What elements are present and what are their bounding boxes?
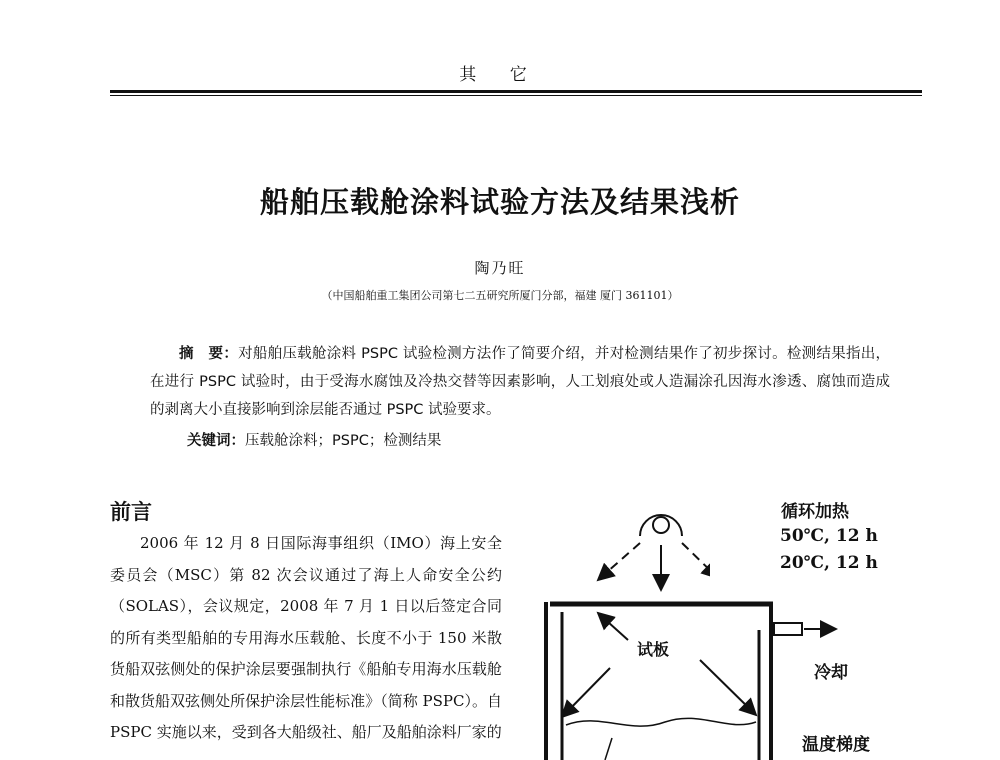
water-surface	[566, 718, 756, 726]
running-header: 其 它	[459, 65, 541, 85]
heat-ray-left	[598, 543, 640, 580]
heating-condition-1: 50℃, 12 h	[780, 526, 878, 546]
heat-ray-right	[682, 543, 710, 578]
abstract	[150, 340, 890, 424]
paper-title: 船舶压载舱涂料试验方法及结果浅析	[259, 185, 740, 219]
abstract-label: 摘 要：	[179, 346, 239, 362]
panel-label: 试板	[637, 640, 670, 659]
panel-pointer	[605, 738, 612, 760]
keywords-label: 关键词：	[187, 433, 245, 449]
intro-paragraph	[110, 528, 502, 749]
header-rule	[110, 90, 922, 96]
author-name: 陶乃旺	[474, 259, 526, 277]
lamp-icon	[640, 515, 682, 536]
temperature-gradient-label: 温度梯度	[802, 735, 870, 755]
keywords	[187, 427, 441, 455]
cooling-pipe	[774, 623, 802, 635]
heat-ray-to-tank-left	[562, 668, 610, 717]
heat-ray-to-tank-top	[598, 613, 628, 640]
intro-text: 2006 年 12 月 8 日国际海事组织（IMO）海上安全委员会（MSC）第 82 次会议通过了海上人命安全公约（SOLAS），会议规定，2008 年 7 月 1 日以后签定合同的所有类型船舶的专用海水压载舱、长度不小于 150 米散货船双弦侧处的保护涂层要强制执行《船舶专用海水压载舱和散货船双弦侧处所保护涂层性能标准》（简称 PSPC）。自 PSPC 实施以来，受到各大船级社、船厂及船舶涂料厂家的	[110, 534, 502, 741]
heating-condition-2: 20℃, 12 h	[780, 553, 878, 573]
heating-label: 循环加热	[781, 502, 849, 522]
abstract-text: 对船舶压载舱涂料 PSPC 试验检测方法作了简要介绍，并对检测结果作了初步探讨。检测结果指出，在进行 PSPC 试验时，由于受海水腐蚀及冷热交替等因素影响，人工划痕处或人造漏涂孔因海水渗透、腐蚀而造成的剥离大小直接影响到涂层能否通过 PSPC 试验要求。	[150, 346, 891, 418]
keywords-text: 压载舱涂料；PSPC；检测结果	[245, 433, 442, 449]
section-heading-intro: 前言	[110, 500, 152, 524]
heat-ray-to-tank-right	[700, 660, 756, 715]
author-affiliation: （中国船舶重工集团公司第七二五研究所厦门分部，福建 厦门 361101）	[321, 289, 679, 302]
cooling-label: 冷却	[814, 663, 848, 683]
